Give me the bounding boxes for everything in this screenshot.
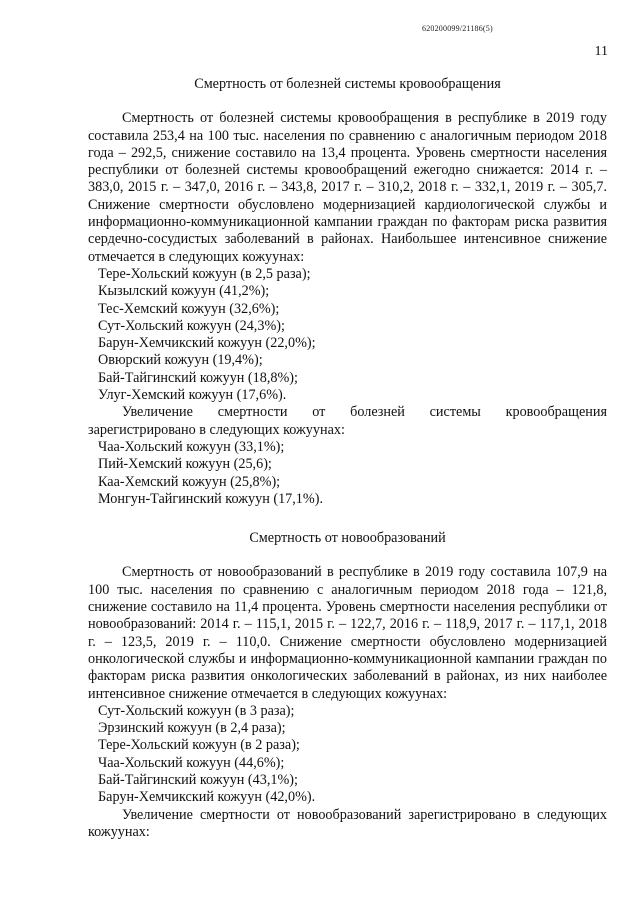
list-item: Бай-Тайгинский кожуун (43,1%);	[98, 771, 298, 788]
section1-paragraph-1: Смертность от болезней системы кровообращения в республике в 2019 году составила 253,4 на 100 тыс. населения по сравнению с аналогичным периодом 2018 года – 292,5, снижение составило на 13,4 процента. Уровень смертности населения республики от болезней системы кровообращений ежегодно снижается: 2014 г. – 383,0, 2015 г. – 347,0, 2016 г. – 343,8, 2017 г. – 310,2, 2018 г. – 332,1, 2019 г. – 305,7. Снижение смертности обусловлено модернизацией кардиологической службы и информационно-коммуникационной кампании граждан по факторам риска развития сердечно-сосудистых заболеваний в районах. Наибольшее интенсивное снижение отмечается в следующих кожуунах:	[88, 110, 607, 265]
list-item: Эрзинский кожуун (в 2,4 раза);	[98, 720, 286, 737]
document-id: 620200099/21186(5)	[422, 24, 493, 33]
section-heading-neoplasms: Смертность от новообразований	[249, 530, 446, 547]
list-item: Овюрский кожуун (19,4%);	[98, 352, 263, 369]
section2-decrease-list	[88, 703, 607, 807]
section2-paragraph-2: Увеличение смертности от новообразований зарегистрировано в следующих кожуунах:	[88, 806, 607, 840]
section1-increase-list	[88, 439, 607, 508]
list-item: Пий-Хемский кожуун (25,6);	[98, 456, 272, 473]
list-item: Тере-Хольский кожуун (в 2,5 раза);	[98, 265, 311, 282]
section2-paragraph-1: Смертность от новообразований в республике в 2019 году составила 107,9 на 100 тыс. населения по сравнению с аналогичным периодом 2018 года – 121,8, снижение составило на 11,4 процента. Уровень смертности населения республики от новообразований: 2014 г. – 115,1, 2015 г. – 122,7, 2016 г. – 118,9, 2017 г. – 117,1, 2018 г. – 123,5, 2019 г. – 110,0. Снижение смертности обусловлено модернизацией онкологической службы и информационно-коммуникационной кампании граждан по факторам риска развития онкологических заболеваний в районах, из них наиболее интенсивное снижение отмечается в следующих кожуунах:	[88, 564, 607, 702]
list-item: Кызылский кожуун (41,2%);	[98, 283, 270, 300]
list-item: Чаа-Хольский кожуун (44,6%);	[98, 754, 285, 771]
page-number: 11	[594, 44, 608, 59]
list-item: Сут-Хольский кожуун (24,3%);	[98, 317, 285, 334]
list-item: Каа-Хемский кожуун (25,8%);	[98, 473, 281, 490]
list-item: Улуг-Хемский кожуун (17,6%).	[98, 387, 287, 404]
list-item: Бай-Тайгинский кожуун (18,8%);	[98, 369, 298, 386]
list-item: Тере-Хольский кожуун (в 2 раза);	[98, 737, 300, 754]
section1-paragraph-2: Увеличение смертности от болезней системы кровообращения зарегистрировано в следующих кожуунах:	[88, 404, 607, 438]
list-item: Чаа-Хольский кожуун (33,1%);	[98, 438, 285, 455]
section1-decrease-list	[88, 266, 607, 404]
list-item: Монгун-Тайгинский кожуун (17,1%).	[98, 490, 323, 507]
list-item: Тес-Хемский кожуун (32,6%);	[98, 300, 280, 317]
list-item: Барун-Хемчикский кожуун (22,0%);	[98, 335, 316, 352]
list-item: Барун-Хемчикский кожуун (42,0%).	[98, 789, 316, 806]
list-item: Сут-Хольский кожуун (в 3 раза);	[98, 702, 295, 719]
section-heading-circulatory: Смертность от болезней системы кровообращения	[194, 76, 501, 92]
document-body	[88, 70, 607, 841]
